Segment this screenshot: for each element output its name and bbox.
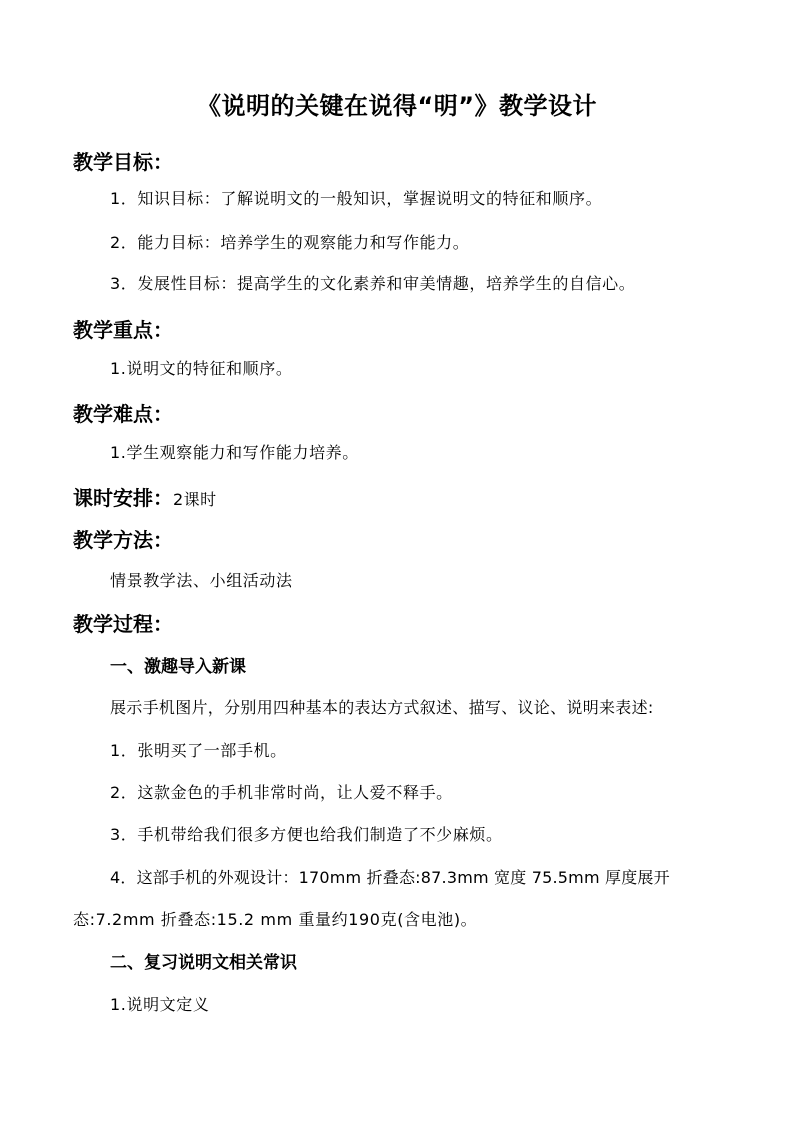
process-part1-intro: 展示手机图片，分别用四种基本的表达方式叙述、描写、议论、说明来表述: [110, 698, 654, 717]
methods-heading: 教学方法： [73, 528, 173, 552]
methods-text: 情景教学法、小组活动法 [110, 571, 293, 590]
process-item-argument: 3．手机带给我们很多方便也给我们制造了不少麻烦。 [110, 825, 503, 844]
schedule-value: 2课时 [173, 490, 217, 509]
goals-heading: 教学目标： [73, 150, 173, 174]
goal-item-development: 3．发展性目标：提高学生的文化素养和审美情趣，培养学生的自信心。 [110, 274, 636, 293]
process-item-exposition-line2: 态:7.2mm 折叠态:15.2 mm 重量约190克(含电池)。 [73, 910, 478, 929]
schedule-row [73, 482, 217, 511]
document-title: 《说明的关键在说得“明”》教学设计 [196, 92, 598, 120]
process-heading: 教学过程： [73, 612, 173, 636]
process-item-exposition-line1: 4．这部手机的外观设计：170mm 折叠态:87.3mm 宽度 75.5mm 厚度展开 [110, 868, 670, 887]
goal-item-ability: 2．能力目标：培养学生的观察能力和写作能力。 [110, 233, 470, 252]
goal-item-knowledge: 1．知识目标：了解说明文的一般知识，掌握说明文的特征和顺序。 [110, 189, 603, 208]
process-part2-title: 二、复习说明文相关常识 [110, 953, 297, 973]
process-part2-item: 1.说明文定义 [110, 995, 210, 1014]
key-point-item: 1.说明文的特征和顺序。 [110, 359, 293, 378]
key-points-heading: 教学重点： [73, 318, 173, 342]
schedule-heading: 课时安排： [73, 486, 173, 510]
process-part1-title: 一、激趣导入新课 [110, 657, 246, 677]
process-item-narration: 1．张明买了一部手机。 [110, 741, 287, 760]
process-item-description: 2．这款金色的手机非常时尚，让人爱不释手。 [110, 783, 453, 802]
difficulties-heading: 教学难点： [73, 402, 173, 426]
difficulty-item: 1.学生观察能力和写作能力培养。 [110, 443, 359, 462]
